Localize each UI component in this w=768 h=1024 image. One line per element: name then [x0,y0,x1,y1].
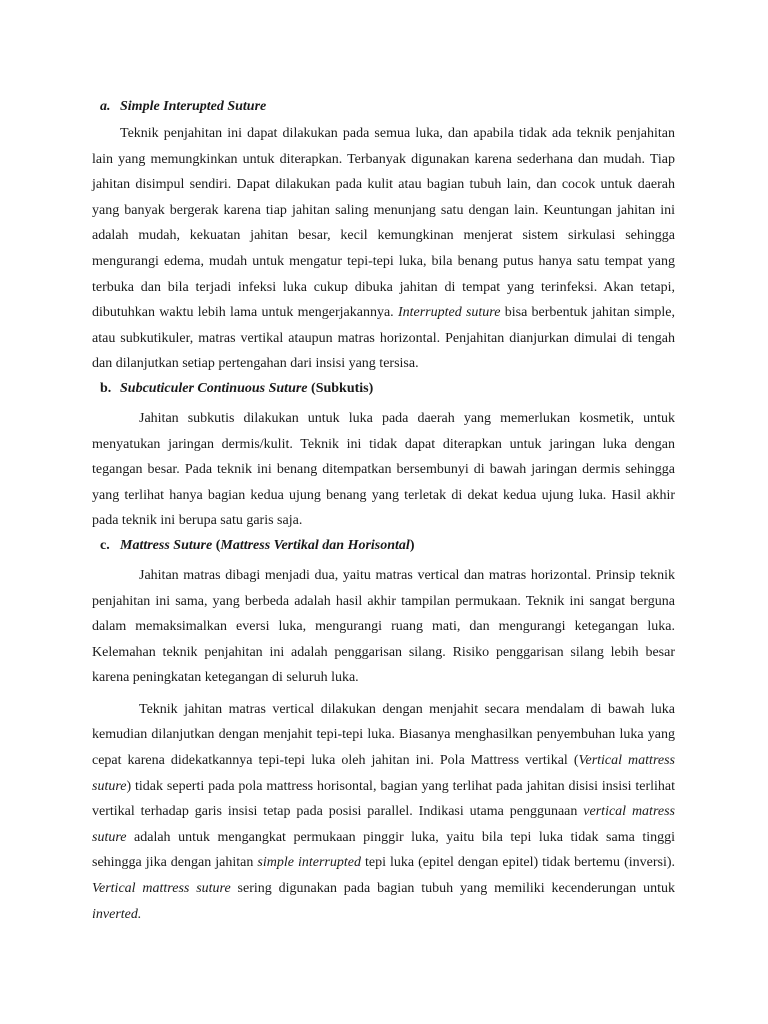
section-a-paragraph [92,121,675,377]
section-a-heading [92,96,675,118]
section-c-p2-text-4: tepi luka (epitel dengan epitel) tidak bertemu (inversi). [360,855,675,871]
section-b-letter: b. [100,380,112,396]
section-b-title-suffix: (Subkutis) [307,380,374,396]
section-c-letter: c. [100,537,110,553]
section-b-title: Subcuticuler Continuous Suture [120,380,308,396]
section-a-text-2: bisa berbentuk jahitan simple, atau subkutikuler, matras vertikal ataupun matras horizontal. Penjahitan dianjurkan dimulai di tengah dan dilanjutkan setiap pertengahan dari insisi yang tersisa. [92,305,676,372]
section-c-heading [92,535,675,557]
document-body [92,96,675,927]
section-c-p2-text-5: sering digunakan pada bagian tubuh yang memiliki kecenderungan untuk [230,881,675,897]
section-c-p2-text-1: Teknik jahitan matras vertical dilakukan dengan menjahit secara mendalam di bawah luka kemudian dilanjutkan dengan menjahit tepi-tepi luka. Biasanya menghasilkan penyembuhan luka yang cepat karena didekatkannya tepi-tepi luka oleh jahitan ini. Pola Mattress vertikal ( [92,701,675,769]
section-c-p2-text-2: ) tidak seperti pada pola mattress horisontal, bagian yang terlihat pada jahitan disisi insisi terlihat vertikal terhadap garis insisi tetap pada posisi parallel. Indikasi utama penggunaan [92,778,675,820]
section-c-p2-emphasis-2: vertical matress suture [92,804,675,845]
section-c-paragraph-1: Jahitan matras dibagi menjadi dua, yaitu matras vertical dan matras horizontal. Prinsip teknik penjahitan ini sama, yang berbeda adalah hasil akhir tampilan permukaan. Teknik ini sangat berguna dalam memaksimalkan eversi luka, mengurangi ruang mati, dan mengurangi ketegangan luka. Kelemahan teknik penjahitan ini adalah penggarisan silang. Risiko penggarisan silang lebih besar karena peningkatan ketegangan di seluruh luka. [92,567,675,686]
section-c-title: Mattress Suture [120,537,213,553]
section-c-title-close: ) [409,537,415,553]
section-c-p2-emphasis-5: inverted. [92,906,142,922]
section-a-emphasis: Interrupted suture [397,305,501,321]
section-a-text-1: Teknik penjahitan ini dapat dilakukan pada semua luka, dan apabila tidak ada teknik penjahitan lain yang memungkinkan untuk diterapkan. Terbanyak digunakan karena sederhana dan mudah. Tiap jahitan disimpul sendiri. Dapat dilakukan pada kulit atau bagian tubuh lain, dan cocok untuk daerah yang banyak bergerak karena tiap jahitan saling menunjang satu dengan lain. Keuntungan jahitan ini adalah mudah, kekuatan jahitan besar, kecil kemungkinan menjerat sistem sirkulasi sehingga mengurangi edema, mudah untuk mengatur tepi-tepi luka, bila benang putus hanya satu tempat yang terbuka dan bila terjadi infeksi luka cukup dibuka jahitan di tempat yang terinfeksi. Akan tetapi, dibutuhkan waktu lebih lama untuk mengerjakannya. [92,126,675,321]
section-a-letter: a. [100,99,111,114]
section-c-p2-emphasis-4: Vertical mattress suture [92,881,231,897]
section-c-p2-emphasis-1: Vertical mattress suture [92,753,675,794]
section-b-paragraph: Jahitan subkutis dilakukan untuk luka pada daerah yang memerlukan kosmetik, untuk menyatukan jaringan dermis/kulit. Teknik ini tidak dapat diterapkan untuk jaringan luka dengan tegangan besar. Pada teknik ini benang ditempatkan bersembunyi di bawah jaringan dermis sehingga yang terlihat hanya bagian kedua ujung benang yang terletak di dekat kedua ujung luka. Hasil akhir pada teknik ini berupa satu garis saja. [92,410,675,529]
section-c-p2-emphasis-3: simple interrupted [257,855,361,871]
section-a-title: Simple Interupted Suture [120,99,267,114]
section-c-paragraph-2 [92,697,675,927]
section-b-heading [92,378,675,400]
section-c-p2-text-3: adalah untuk mengangkat permukaan pinggir luka, yaitu bila tepi luka tidak sama tinggi sehingga jika dengan jahitan [92,829,675,871]
section-c-title-open: ( [212,537,221,553]
section-c-title-sub: Mattress Vertikal dan Horisontal [220,537,410,553]
